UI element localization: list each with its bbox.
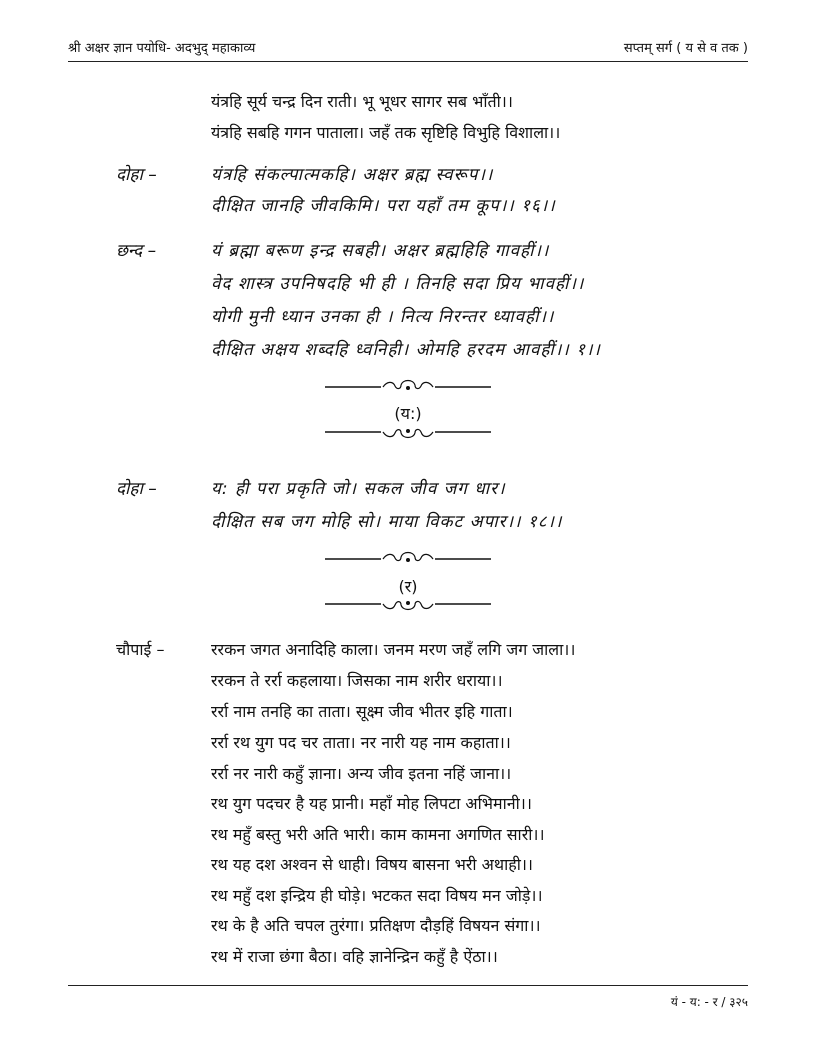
doha-line: दीक्षित सब जग मोहि सो। माया विकट अपार।। १८।। [211, 512, 563, 532]
section-ornament-top [325, 378, 491, 392]
chhand-line: वेद शास्त्र उपनिषदहि भी ही । तिनहि सदा प्रिय भावहीं।। [211, 274, 585, 294]
section-ornament-top [325, 550, 491, 564]
chaupai-line: रर्रा रथ युग पद चर ताता। नर नारी यह नाम कहाता।। [211, 733, 511, 752]
header-chapter-title: सप्तम् सर्ग ( य से व तक ) [623, 41, 748, 56]
page-number: यं - य: - र / ३२५ [670, 995, 748, 1009]
chhand-line: यं ब्रह्मा बरूण इन्द्र सबही। अक्षर ब्रह्महिहि गावहीं।। [211, 241, 550, 261]
chaupai-line: रथ युग पदचर है यह प्रानी। महाँ मोह लिपटा अभिमानी।। [211, 794, 532, 813]
chhand-line: योगी मुनी ध्यान उनका ही । नित्य निरन्तर ध्यावहीं।। [211, 307, 555, 327]
section-heading-ya: (य:) [394, 404, 422, 423]
doha-line: यंत्रहि संकल्पात्मकहि। अक्षर ब्रह्म स्वरूप।। [211, 165, 494, 185]
verse-line: यंत्रहि सूर्य चन्द्र दिन राती। भू भूधर सागर सब भाँती।। [211, 92, 513, 111]
doha-label: दोहा – [116, 479, 157, 499]
running-header [68, 38, 748, 60]
chaupai-line: रर्रा नर नारी कहुँ ज्ञाना। अन्य जीव इतना नहिं जाना।। [211, 764, 512, 783]
chhand-line: दीक्षित अक्षय शब्दहि ध्वनिही। ओमहि हरदम आवहीं।। १।। [211, 340, 601, 360]
chaupai-line: रथ के है अति चपल तुरंगा। प्रतिक्षण दौड़हिं विषयन संगा।। [211, 916, 541, 935]
chaupai-line: ररकन जगत अनादिहि काला। जनम मरण जहँ लगि जग जाला।। [211, 640, 576, 659]
header-book-title: श्री अक्षर ज्ञान पयोधि- अदभुद् महाकाव्य [68, 41, 256, 56]
doha-line: दीक्षित जानहि जीवकिमि। परा यहाँ तम कूप।। १६।। [211, 196, 556, 216]
section-heading-ra: (र) [398, 577, 418, 596]
chhand-label: छन्द – [116, 241, 157, 261]
doha-line: य: ही परा प्रकृति जो। सकल जीव जग धार। [211, 479, 506, 499]
footer-rule [68, 985, 748, 986]
chaupai-line: रथ यह दश अश्वन से धाही। विषय बासना भरी अथाही।। [211, 855, 533, 874]
chaupai-line: ररकन ते रर्रा कहलाया। जिसका नाम शरीर धराया।। [211, 671, 503, 690]
chaupai-line: रथ महुँ बस्तु भरी अति भारी। काम कामना अगणित सारी।। [211, 825, 545, 844]
header-rule [68, 61, 748, 62]
chaupai-line: रथ महुँ दश इन्द्रिय ही घोड़े। भटकत सदा विषय मन जोड़े।। [211, 886, 543, 905]
chaupai-label: चौपाई – [116, 640, 165, 659]
verse-line: यंत्रहि सबहि गगन पाताला। जहँ तक सृष्टिहि विभुहि विशाला।। [211, 123, 561, 142]
doha-label: दोहा – [116, 165, 157, 185]
chaupai-line: रथ में राजा छंगा बैठा। वहि ज्ञानेन्द्रिन कहुँ है ऐंठा।। [211, 947, 498, 966]
section-ornament-bottom [325, 598, 491, 612]
section-ornament-bottom [325, 426, 491, 440]
chaupai-line: रर्रा नाम तनहि का ताता। सूक्ष्म जीव भीतर इहि गाता। [211, 702, 513, 721]
